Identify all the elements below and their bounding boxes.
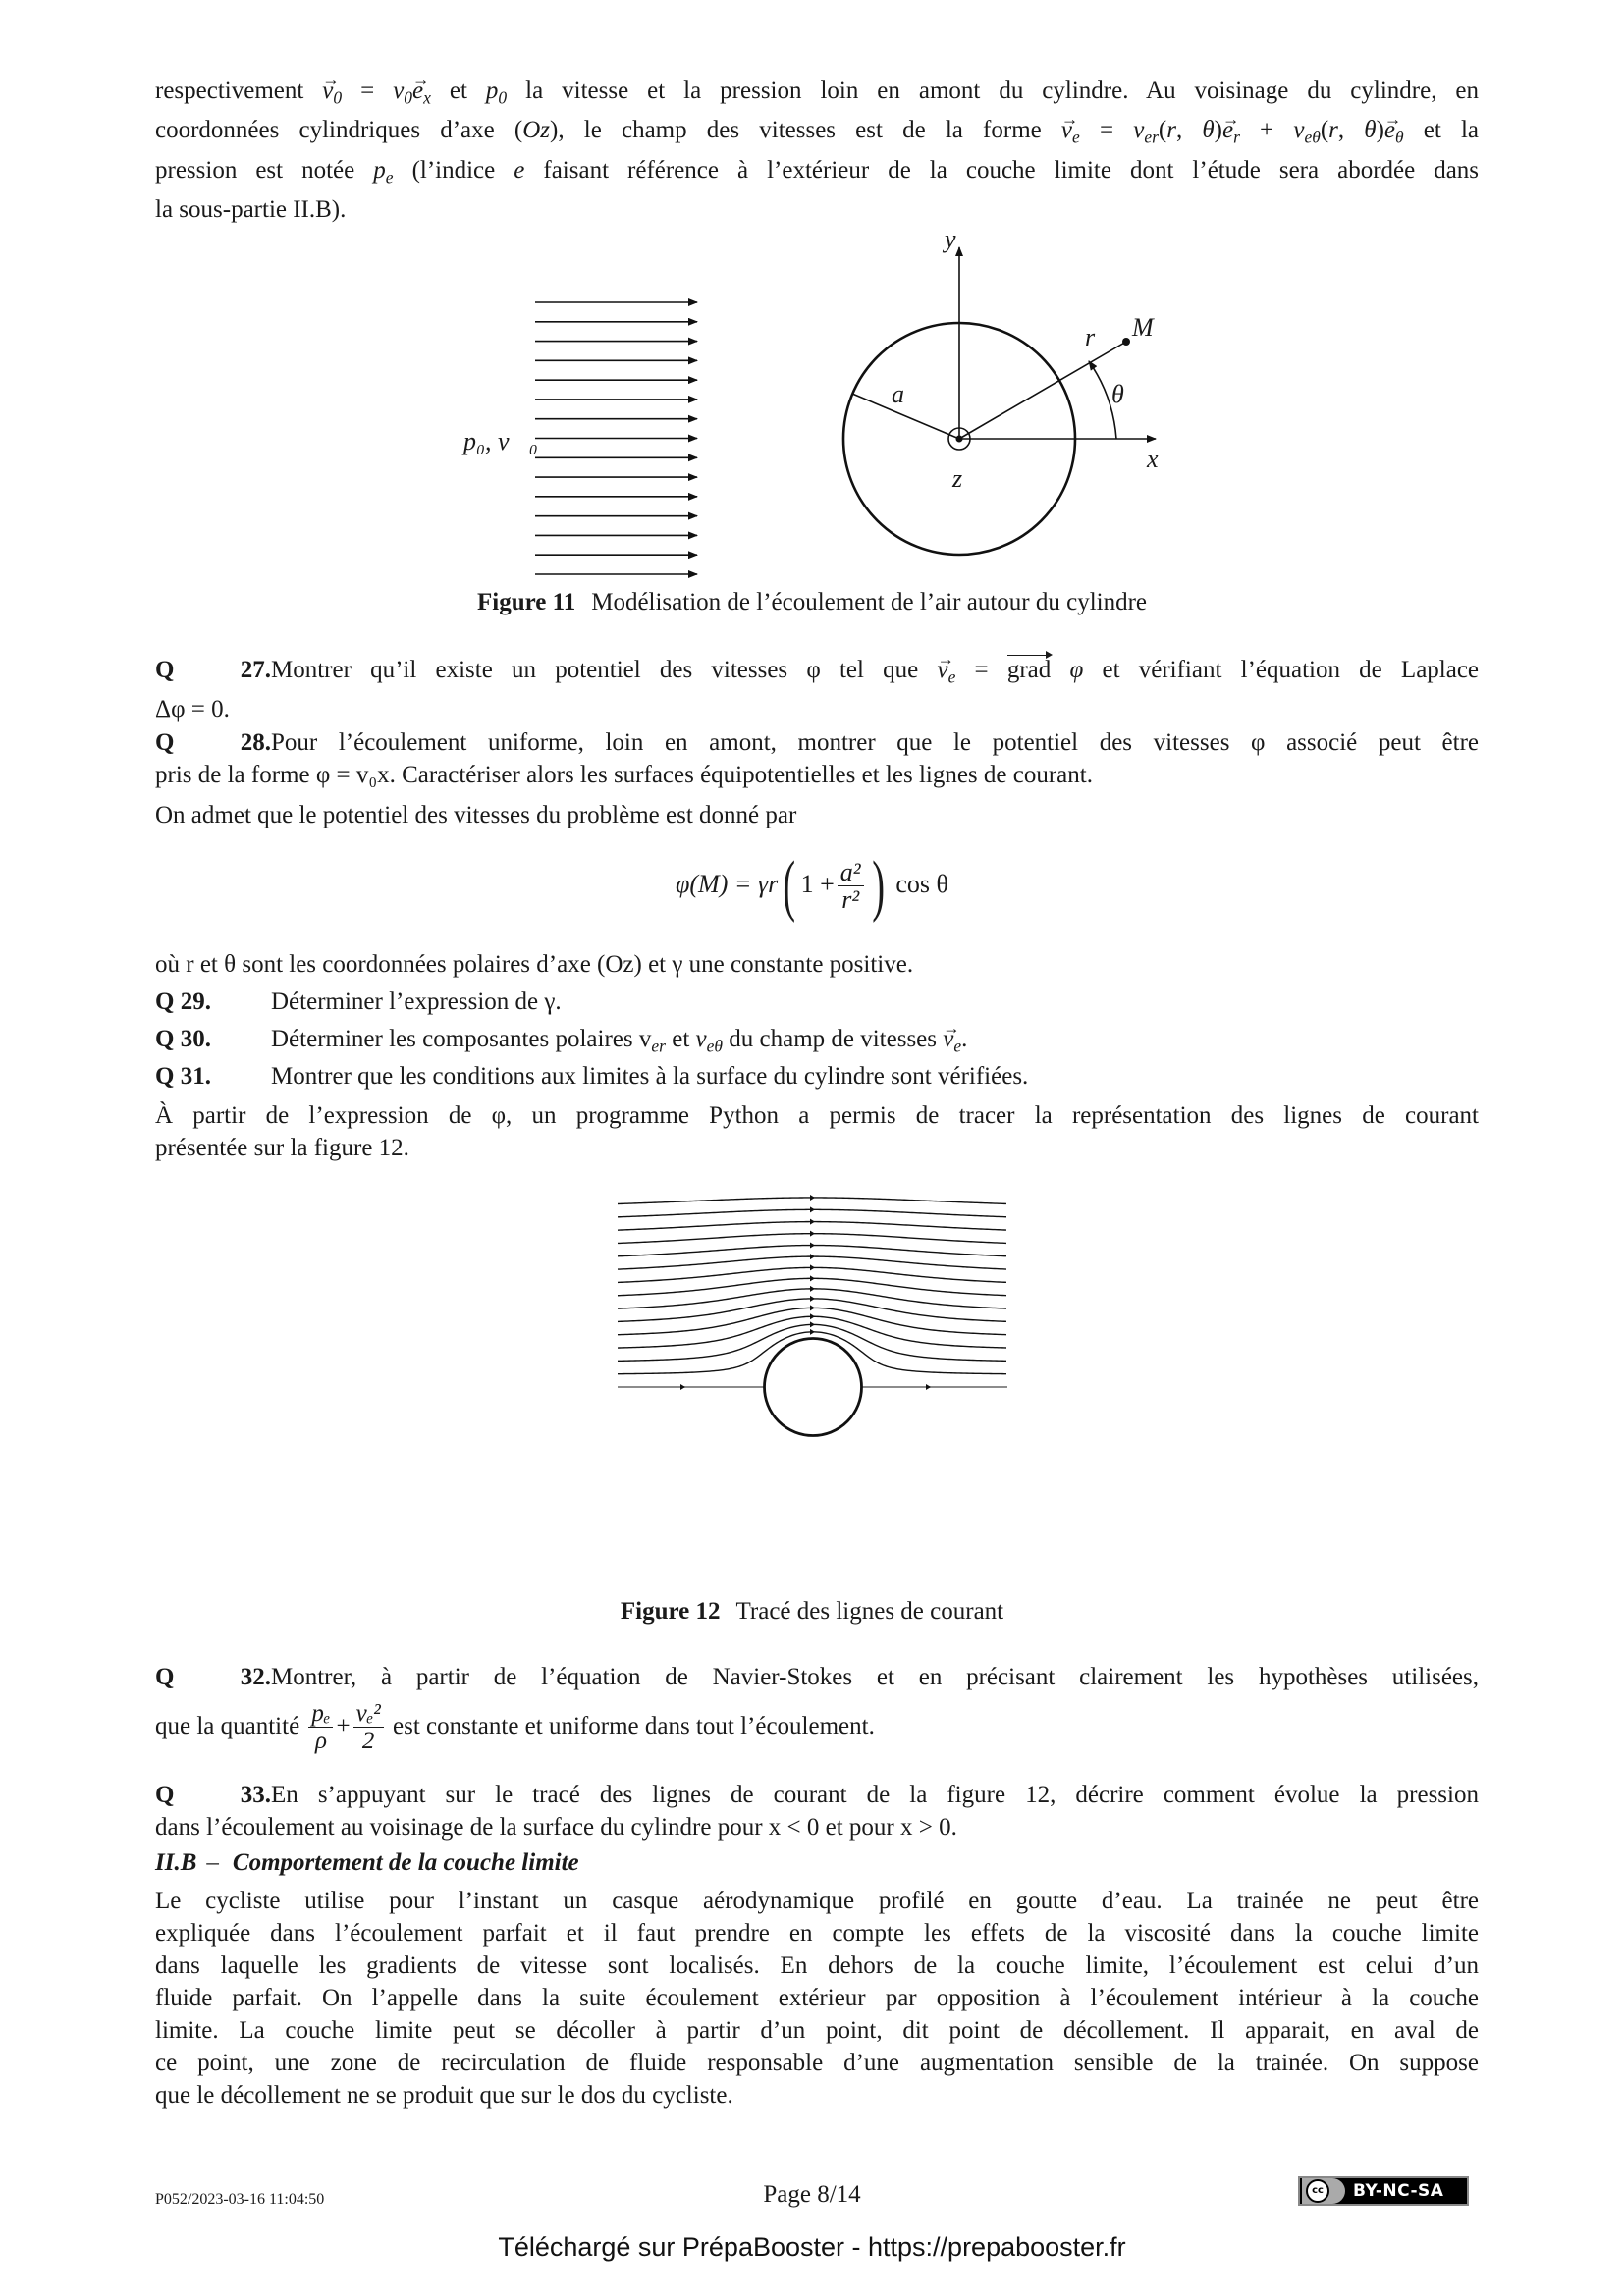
paragraph-line: limite. La couche limite peut se décoller à partir d’un point, dit point de décollement. Il apparait, en aval de	[155, 2017, 1479, 2044]
question-text: En s’appuyant sur le tracé des lignes de courant de la figure 12, décrire comment évolue la pression	[271, 1782, 1479, 1808]
question-number: Q 32.	[155, 1664, 271, 1690]
question-number: Q 33.	[155, 1782, 271, 1808]
admit-text: On admet que le potentiel des vitesses du problème est donné par	[155, 802, 797, 828]
paragraph-line: ce point, une zone de recirculation de fluide responsable d’une augmentation sensible de la trainée. On suppose	[155, 2050, 1479, 2076]
fraction-numerator: pₑ	[308, 1701, 333, 1728]
paragraph-line: dans laquelle les gradients de vitesse sont localisés. En dehors de la couche limite, l’écoulement est celui d’un	[155, 1952, 1479, 1979]
question-number: Q 30.	[155, 1026, 211, 1052]
y-axis-label: y	[945, 226, 956, 253]
point-m-dot	[1122, 338, 1130, 346]
equation-lhs: φ(M) = γr	[676, 869, 779, 898]
streamline-direction-arrow	[810, 1264, 815, 1270]
paragraph-line: fluide parfait. On l’appelle dans la suite écoulement extérieur par opposition à l’écoulement intérieur à la couche	[155, 1985, 1479, 2011]
angle-label: θ	[1111, 380, 1124, 408]
intro-text: et la	[1423, 117, 1480, 144]
document-reference: P052/2023-03-16 11:04:50	[155, 2191, 325, 2208]
question-30: Q 30. Déterminer les composantes polaires $v_{er}$ et $v_{e\theta}$ du champ de vitesses → $v_e$.	[155, 1023, 1479, 1062]
grad-operator: grad	[1006, 657, 1052, 683]
equation-fraction	[838, 859, 864, 915]
cc-icon-glyph: cc	[1306, 2179, 1329, 2203]
position-vector-line	[959, 342, 1126, 439]
streamline-direction-arrow	[926, 1384, 931, 1390]
question-text: que la quantité	[155, 1713, 300, 1740]
question-number: Q 29.	[155, 988, 211, 1015]
question-text: Montrer, à partir de l’équation de Navier-Stokes et en précisant clairement les hypothèses utilisées,	[271, 1664, 1479, 1690]
streamline-direction-arrow	[810, 1296, 815, 1302]
streamline-direction-arrow	[810, 1313, 815, 1319]
intro-text: (l’indice	[411, 156, 496, 184]
streamline-direction-arrow	[810, 1305, 815, 1310]
plus-sign: +	[336, 1713, 351, 1740]
streamline-direction-arrow	[810, 1321, 815, 1327]
question-29	[155, 986, 1479, 1018]
figure-11-caption-text: Modélisation de l’écoulement de l’air autour du cylindre	[591, 589, 1148, 615]
where-text: où r et θ sont les coordonnées polaires d’axe (Oz) et γ une constante positive.	[155, 951, 914, 978]
streamline-direction-arrow	[810, 1195, 815, 1201]
fraction-denominator: 2	[361, 1728, 375, 1755]
question-number: Q 28.	[155, 729, 271, 756]
license-text: BY-NC-SA	[1353, 2181, 1444, 2201]
cc-icon	[1302, 2178, 1345, 2204]
question-text: Montrer que les conditions aux limites à la surface du cylindre sont vérifiées.	[271, 1063, 1029, 1090]
question-text: du champ de vitesses	[729, 1026, 938, 1052]
where-statement	[155, 948, 1479, 981]
cylinder-cross-section	[765, 1339, 862, 1436]
z-axis-label: z	[952, 464, 963, 493]
streamline-direction-arrow	[810, 1219, 815, 1225]
velocity-fraction	[353, 1701, 384, 1755]
paragraph-line: expliquée dans l’écoulement parfait et il faut prendre en compte les effets de la viscosité dans la couche limite	[155, 1920, 1479, 1947]
fraction-numerator: a²	[838, 859, 864, 886]
section-title: Comportement de la couche limite	[232, 1849, 579, 1876]
streamline	[618, 1278, 1006, 1295]
fraction-denominator: r²	[841, 884, 860, 914]
intro-text: et	[449, 78, 467, 104]
intro-line-4: la sous-partie II.B).	[155, 195, 347, 223]
question-text: Déterminer l’expression de γ.	[271, 988, 562, 1015]
question-number: Q 27.	[155, 657, 271, 683]
streamline	[618, 1267, 1006, 1282]
intro-line-3: pression est notée $p_e$ (l’indice e faisant référence à l’extérieur de la couche limite dont l’étude sera abordée dans	[155, 156, 1480, 187]
radius-line	[852, 394, 959, 439]
intro-text: , le champ des vitesses est de la forme	[558, 117, 1042, 144]
question-28	[155, 726, 1479, 791]
intro-line-1: respectivement → $v_0 = v_0\to e_x$ et $p_0$ la vitesse et la pression loin en amont du cylindre. Au voisinage du cylindre, en	[155, 75, 1479, 114]
equation-term: 1 +	[800, 869, 835, 898]
question-text: et vérifiant l’équation de Laplace	[1102, 657, 1480, 683]
question-text: Montrer qu’il existe un potentiel des vitesses φ tel que	[271, 657, 919, 683]
intro-text: la vitesse et la pression loin en amont du cylindre. Au voisinage du cylindre, en	[525, 78, 1480, 104]
streamline-direction-arrow	[810, 1231, 815, 1237]
section-heading	[155, 1849, 579, 1877]
download-notice[interactable]: Téléchargé sur PrépaBooster - https://prepabooster.fr	[498, 2232, 1126, 2262]
inflow-label: p₀, v⃗₀	[463, 427, 538, 455]
admit-statement	[155, 799, 1479, 831]
figure-11-caption	[0, 589, 1624, 616]
figure-11-caption-label: Figure 11	[476, 589, 576, 615]
figure-12-caption-text: Tracé des lignes de courant	[735, 1598, 1004, 1625]
figure-12-caption	[0, 1598, 1624, 1626]
intro-line-2: coordonnées cylindriques d’axe (Oz), le champ des vitesses est de la forme → $v_e = v_{er}(r$, $\theta)\to e_r + v_{e\theta}(r$, $\theta)\to e_\theta$ et la	[155, 114, 1479, 153]
question-text: Pour l’écoulement uniforme, loin en amont, montrer que le potentiel des vitesses φ associé peut être	[271, 729, 1479, 756]
figure-11-diagram	[432, 226, 1218, 589]
section-paragraph	[155, 1885, 1479, 2111]
fraction-denominator: ρ	[314, 1728, 327, 1755]
question-text: pris de la forme φ = v₀x. Caractériser alors les surfaces équipotentielles et les lignes de courant.	[155, 762, 1093, 788]
intro-text: coordonnées cylindriques d’axe	[155, 117, 495, 144]
license-badge[interactable]	[1298, 2176, 1469, 2206]
question-32	[155, 1661, 1479, 1755]
python-statement	[155, 1099, 1479, 1164]
question-number: Q 31.	[155, 1063, 211, 1090]
streamline-direction-arrow	[810, 1243, 815, 1249]
figure-12-caption-label: Figure 12	[620, 1598, 721, 1625]
section-number: II.B	[155, 1849, 197, 1876]
inflow-arrows	[535, 302, 697, 574]
x-axis-label: x	[1147, 445, 1159, 473]
intro-text: pression est notée	[155, 156, 355, 184]
question-text: est constante et uniforme dans tout l’écoulement.	[393, 1713, 875, 1740]
distance-label: r	[1085, 323, 1096, 351]
question-27: Q 27.Montrer qu’il existe un potentiel des vitesses φ tel que → $v_e$ = grad φ et vérifiant l’équation de Laplace Δφ = 0.	[155, 654, 1479, 725]
question-text: Déterminer les composantes polaires v	[271, 1026, 652, 1052]
python-text: À partir de l’expression de φ, un programme Python a permis de tracer la représentation des lignes de courant	[155, 1102, 1479, 1129]
question-text: Δφ = 0.	[155, 696, 230, 723]
streamline-direction-arrow	[810, 1275, 815, 1281]
streamline-direction-arrow	[810, 1254, 815, 1259]
intro-text: respectivement	[155, 78, 304, 104]
streamline-direction-arrow	[810, 1286, 815, 1292]
question-33	[155, 1779, 1479, 1843]
paragraph-line: que le décollement ne se produit que sur le dos du cycliste.	[155, 2082, 733, 2109]
streamline-direction-arrow	[680, 1384, 685, 1390]
figure-12-streamlines	[609, 1193, 1021, 1585]
section-dash: –	[206, 1849, 219, 1876]
fraction-numerator: vₑ²	[353, 1701, 384, 1728]
streamline-direction-arrow	[810, 1329, 815, 1335]
question-text: dans l’écoulement au voisinage de la surface du cylindre pour x < 0 et pour x > 0.	[155, 1814, 957, 1841]
question-31	[155, 1060, 1479, 1093]
equation-rhs: cos θ	[895, 869, 948, 898]
intro-paragraph	[155, 75, 1479, 226]
streamline-direction-arrow	[810, 1206, 815, 1212]
pressure-fraction	[308, 1701, 333, 1755]
python-text: présentée sur la figure 12.	[155, 1135, 409, 1161]
point-m-label: M	[1132, 313, 1154, 342]
paragraph-line: Le cycliste utilise pour l’instant un casque aérodynamique profilé en goutte d’eau. La trainée ne peut être	[155, 1888, 1479, 1914]
radius-label: a	[892, 380, 904, 408]
page-number: Page 8/14	[763, 2181, 861, 2208]
intro-text: faisant référence à l’extérieur de la couche limite dont l’étude sera abordée dans	[543, 156, 1480, 184]
potential-equation: φ(M) = γr( 1 + $\frac{\text{a²}}{\text{r²}}$ ) cos θ	[676, 848, 948, 924]
